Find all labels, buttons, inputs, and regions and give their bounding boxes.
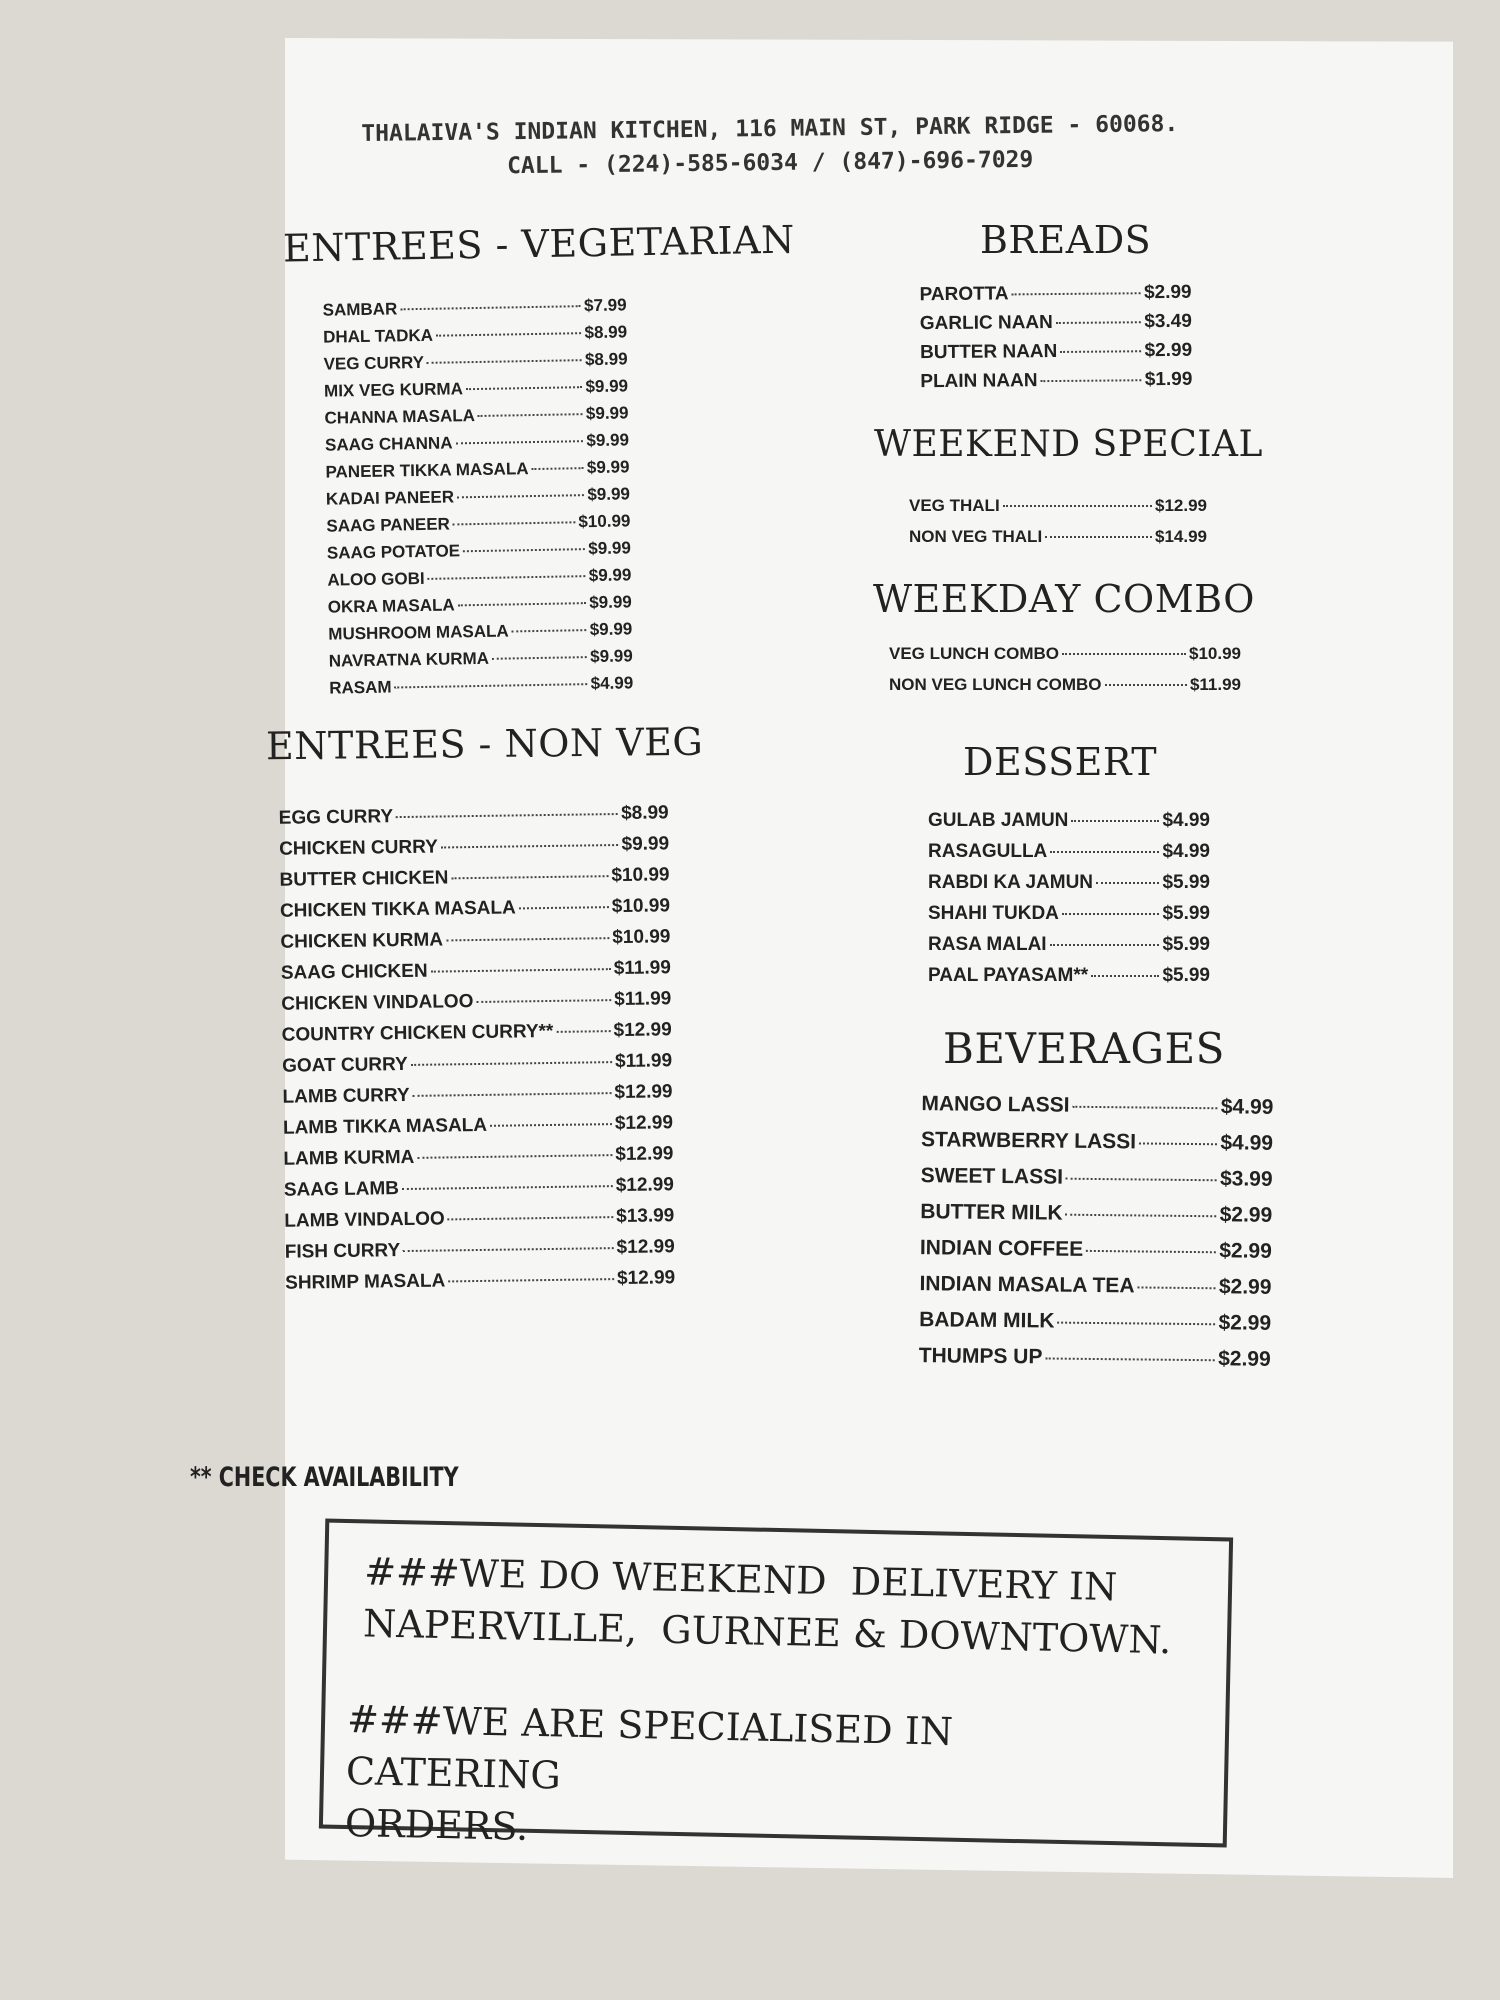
menu-item-price: $2.99: [1219, 1203, 1273, 1227]
dot-leader: [1003, 505, 1152, 507]
menu-item-price: $10.99: [611, 864, 670, 887]
restaurant-header: [290, 106, 1251, 186]
menu-item-name: INDIAN COFFEE: [919, 1236, 1084, 1261]
menu-item-name: LAMB VINDALOO: [284, 1208, 445, 1232]
dot-leader: [458, 602, 587, 606]
dot-leader: [1045, 536, 1152, 538]
menu-item-name: THUMPS UP: [918, 1344, 1043, 1369]
menu-item-name: VEG LUNCH COMBO: [889, 644, 1059, 663]
menu-item-price: $2.99: [1144, 339, 1193, 362]
dot-leader: [428, 575, 586, 580]
menu-item-name: FISH CURRY: [284, 1240, 401, 1263]
menu-item: [928, 810, 1210, 841]
menu-item-price: $11.99: [1189, 675, 1241, 694]
dot-leader: [436, 332, 582, 337]
menu-item: [920, 1164, 1272, 1204]
dot-leader: [1139, 1142, 1217, 1145]
breads-title: BREADS: [980, 218, 1152, 262]
menu-item-price: $10.99: [612, 926, 671, 949]
menu-item: [919, 1308, 1271, 1348]
menu-item-price: $8.99: [620, 802, 669, 824]
menu-item-price: $4.99: [1162, 810, 1210, 831]
menu-item-price: $8.99: [584, 349, 628, 370]
dessert-title: DESSERT: [963, 740, 1158, 784]
menu-item-name: EGG CURRY: [278, 806, 394, 829]
dot-leader: [1012, 292, 1141, 295]
menu-item-price: $8.99: [584, 322, 628, 343]
menu-item-name: SAAG CHANNA: [324, 433, 453, 455]
dot-leader: [1062, 913, 1160, 915]
dot-leader: [1050, 944, 1160, 946]
dot-leader: [490, 1123, 612, 1127]
menu-item-price: $12.99: [615, 1143, 674, 1166]
menu-item: [889, 644, 1241, 675]
menu-item-name: OKRA MASALA: [327, 595, 455, 617]
delivery-line-2: NAPERVILLE, GURNEE & DOWNTOWN.: [362, 1601, 1172, 1663]
menu-item-name: INDIAN MASALA TEA: [919, 1272, 1135, 1298]
dot-leader: [1060, 350, 1141, 353]
menu-item-price: $3.49: [1144, 310, 1192, 333]
menu-item: [921, 1128, 1273, 1168]
menu-item-name: LAMB KURMA: [283, 1146, 415, 1170]
menu-item-price: $11.99: [614, 988, 672, 1011]
dot-leader: [448, 1278, 614, 1282]
menu-item: [889, 675, 1241, 706]
menu-item-price: $9.99: [585, 403, 629, 424]
menu-item-price: $9.99: [588, 538, 632, 559]
menu-item-name: BADAM MILK: [919, 1308, 1055, 1333]
dot-leader: [417, 1154, 612, 1159]
dot-leader: [413, 1092, 612, 1097]
menu-item: [920, 311, 1192, 342]
veg-entrees-title: ENTREES - VEGETARIAN: [282, 217, 796, 271]
menu-item-name: CHICKEN CURRY: [278, 836, 438, 860]
menu-item-price: $9.99: [621, 833, 670, 855]
dot-leader: [463, 548, 585, 552]
dot-leader: [532, 467, 584, 470]
dot-leader: [1062, 653, 1186, 655]
veg-entrees-list: [322, 295, 633, 705]
menu-item-name: RASAGULLA: [928, 841, 1048, 862]
menu-item-name: CHICKEN KURMA: [280, 929, 444, 953]
menu-item-name: PAAL PAYASAM**: [928, 965, 1089, 986]
dot-leader: [457, 494, 584, 498]
dot-leader: [400, 305, 581, 310]
dot-leader: [431, 968, 611, 973]
menu-item-name: SAAG PANEER: [326, 514, 451, 536]
menu-item: [928, 841, 1210, 872]
menu-item-price: $12.99: [614, 1112, 674, 1135]
menu-item-name: BUTTER NAAN: [920, 340, 1058, 364]
nonveg-entrees-title: ENTREES - NON VEG: [265, 719, 704, 769]
catering-line-2: ORDERS.: [344, 1801, 529, 1849]
menu-item-price: $9.99: [590, 646, 633, 667]
dot-leader: [451, 875, 608, 879]
dessert-list: [928, 810, 1210, 996]
menu-item-name: GARLIC NAAN: [919, 312, 1053, 335]
weekday-combo-list: [889, 644, 1241, 706]
menu-item-name: CHANNA MASALA: [324, 406, 476, 428]
dot-leader: [403, 1247, 613, 1252]
menu-item-name: STARWBERRY LASSI: [920, 1128, 1137, 1154]
menu-item-name: RABDI KA JAMUN: [928, 872, 1094, 893]
menu-item-name: NON VEG LUNCH COMBO: [889, 675, 1102, 694]
menu-item-name: CHICKEN TIKKA MASALA: [279, 897, 516, 922]
menu-item-price: $10.99: [611, 895, 671, 918]
dot-leader: [478, 413, 583, 417]
dot-leader: [519, 906, 609, 909]
menu-item-price: $2.99: [1218, 1347, 1271, 1371]
menu-item-name: RASAM: [329, 677, 392, 698]
menu-item-name: LAMB CURRY: [282, 1084, 410, 1108]
dot-leader: [402, 1185, 613, 1190]
dot-leader: [396, 813, 618, 818]
phone-line: CALL - (224)-585-6034 / (847)-696-7029: [506, 146, 1034, 180]
menu-item-price: $1.99: [1144, 368, 1193, 391]
dot-leader: [1066, 1214, 1217, 1218]
menu-item-name: GULAB JAMUN: [928, 810, 1069, 831]
menu-item: [919, 1272, 1271, 1312]
menu-item-name: MANGO LASSI: [921, 1092, 1070, 1117]
menu-item: [928, 872, 1210, 903]
menu-item-name: SHRIMP MASALA: [285, 1270, 446, 1294]
menu-item-price: $4.99: [1220, 1131, 1274, 1155]
menu-item-price: $9.99: [587, 484, 631, 505]
menu-item-name: CHICKEN VINDALOO: [281, 991, 474, 1015]
menu-item-name: PANEER TIKKA MASALA: [325, 459, 529, 482]
menu-item-name: MIX VEG KURMA: [323, 379, 464, 401]
menu-item: [928, 934, 1210, 965]
menu-item-name: SAAG CHICKEN: [280, 960, 428, 984]
menu-item-name: SAAG LAMB: [283, 1178, 400, 1201]
menu-item-price: $10.99: [578, 511, 631, 532]
menu-item-price: $9.99: [586, 457, 630, 478]
menu-item: [920, 1236, 1272, 1276]
promo-box: [319, 1519, 1233, 1848]
menu-item: [920, 369, 1192, 400]
dot-leader: [411, 1061, 612, 1066]
menu-item-name: BUTTER MILK: [920, 1200, 1063, 1225]
menu-item: [919, 1344, 1271, 1384]
menu-item-name: KADAI PANEER: [325, 487, 455, 509]
menu-item-price: $9.99: [588, 565, 632, 586]
menu-item: [909, 496, 1207, 527]
dot-leader: [427, 359, 582, 364]
beverages-title: BEVERAGES: [943, 1024, 1225, 1073]
dot-leader: [466, 386, 583, 390]
menu-item: [285, 1267, 675, 1303]
dot-leader: [1057, 1322, 1215, 1326]
menu-item-name: SHAHI TUKDA: [928, 903, 1059, 924]
menu-item-price: $11.99: [613, 957, 671, 980]
dot-leader: [1041, 379, 1142, 382]
menu-item-name: MUSHROOM MASALA: [328, 621, 509, 644]
dot-leader: [1066, 1178, 1217, 1182]
menu-item-name: BUTTER CHICKEN: [279, 867, 449, 891]
menu-item-price: $7.99: [583, 295, 627, 316]
dot-leader: [1096, 882, 1159, 884]
menu-item-name: SAMBAR: [322, 299, 398, 320]
menu-item: [928, 903, 1210, 934]
menu-item-price: $12.99: [613, 1019, 672, 1042]
menu-item-price: $12.99: [616, 1236, 675, 1259]
menu-item-price: $5.99: [1162, 965, 1210, 986]
dot-leader: [448, 1216, 613, 1220]
menu-item: [919, 282, 1191, 313]
menu-item-price: $12.99: [614, 1081, 673, 1104]
dot-leader: [1050, 851, 1159, 853]
menu-item-price: $2.99: [1218, 1275, 1272, 1299]
menu-item-price: $12.99: [615, 1174, 675, 1197]
menu-item-price: $14.99: [1155, 527, 1207, 546]
nonveg-entrees-list: [279, 802, 676, 1303]
dot-leader: [1045, 1357, 1215, 1361]
menu-item-name: GOAT CURRY: [282, 1053, 408, 1077]
menu-item-name: NON VEG THALI: [909, 527, 1043, 546]
dot-leader: [1091, 975, 1159, 977]
dot-leader: [1138, 1286, 1216, 1289]
menu-item-price: $12.99: [616, 1267, 676, 1290]
menu-item-price: $5.99: [1162, 934, 1210, 955]
menu-item-name: VEG THALI: [909, 496, 1000, 515]
menu-item: [921, 1092, 1273, 1132]
menu-item-name: COUNTRY CHICKEN CURRY**: [281, 1020, 554, 1046]
menu-item-price: $9.99: [589, 619, 633, 640]
dot-leader: [1086, 1250, 1216, 1253]
dot-leader: [1056, 321, 1141, 324]
menu-item-price: $4.99: [1162, 841, 1210, 862]
dot-leader: [455, 440, 583, 444]
menu-item-price: $5.99: [1162, 903, 1210, 924]
menu-item-price: $12.99: [1155, 496, 1207, 515]
menu-item-price: $2.99: [1219, 1239, 1272, 1263]
weekend-special-title: WEEKEND SPECIAL: [874, 424, 1263, 465]
menu-item-name: SAAG POTATOE: [326, 541, 461, 563]
menu-item: [920, 1200, 1272, 1240]
dot-leader: [1071, 820, 1159, 822]
catering-notice: [344, 1693, 1167, 1866]
beverages-list: [919, 1092, 1274, 1384]
menu-item-name: LAMB TIKKA MASALA: [282, 1114, 488, 1139]
address-line: THALAIVA'S INDIAN KITCHEN, 116 MAIN ST, PARK RIDGE - 60068.: [361, 111, 1179, 147]
menu-item-name: PLAIN NAAN: [920, 370, 1038, 393]
breads-list: [919, 282, 1192, 400]
dot-leader: [395, 683, 588, 688]
menu-item-price: $11.99: [614, 1050, 673, 1073]
menu-item: [329, 673, 633, 705]
menu-item-name: ALOO GOBI: [327, 568, 425, 590]
weekday-combo-title: WEEKDAY COMBO: [873, 577, 1255, 621]
dot-leader: [446, 937, 609, 941]
dot-leader: [441, 844, 619, 848]
menu-item-price: $10.99: [1189, 644, 1241, 663]
menu-item-price: $9.99: [589, 592, 632, 613]
menu-item-name: NAVRATNA KURMA: [328, 648, 490, 671]
menu-item: [928, 965, 1210, 996]
menu-item-name: SWEET LASSI: [920, 1164, 1064, 1189]
menu-item-price: $4.99: [1220, 1095, 1274, 1119]
menu-item-price: $3.99: [1219, 1167, 1273, 1191]
menu-item-name: DHAL TADKA: [322, 325, 434, 347]
catering-line-1: ###WE ARE SPECIALISED IN CATERING: [345, 1697, 954, 1798]
dot-leader: [476, 999, 611, 1003]
menu-item-name: RASA MALAI: [928, 934, 1047, 955]
dot-leader: [1073, 1106, 1218, 1110]
availability-note: ** CHECK AVAILABILITY: [190, 1462, 459, 1493]
menu-item-price: $2.99: [1218, 1311, 1272, 1335]
dot-leader: [453, 521, 576, 525]
dot-leader: [492, 656, 587, 660]
menu-item-price: $5.99: [1162, 872, 1210, 893]
delivery-notice: [363, 1545, 1185, 1666]
menu-item-price: $13.99: [616, 1205, 675, 1228]
delivery-line-1: ###WE DO WEEKEND DELIVERY IN: [363, 1549, 1118, 1610]
menu-item-price: $9.99: [586, 430, 630, 451]
menu-item-price: $9.99: [585, 376, 629, 397]
menu-item: [920, 340, 1192, 371]
menu-item-name: VEG CURRY: [323, 352, 425, 374]
menu-item-price: $4.99: [590, 673, 634, 694]
weekend-special-list: [909, 496, 1207, 558]
menu-item: [909, 527, 1207, 558]
menu-item-name: PAROTTA: [919, 283, 1009, 306]
menu-item-price: $2.99: [1143, 281, 1192, 304]
dot-leader: [1105, 684, 1187, 686]
dot-leader: [512, 629, 587, 632]
dot-leader: [556, 1030, 610, 1033]
